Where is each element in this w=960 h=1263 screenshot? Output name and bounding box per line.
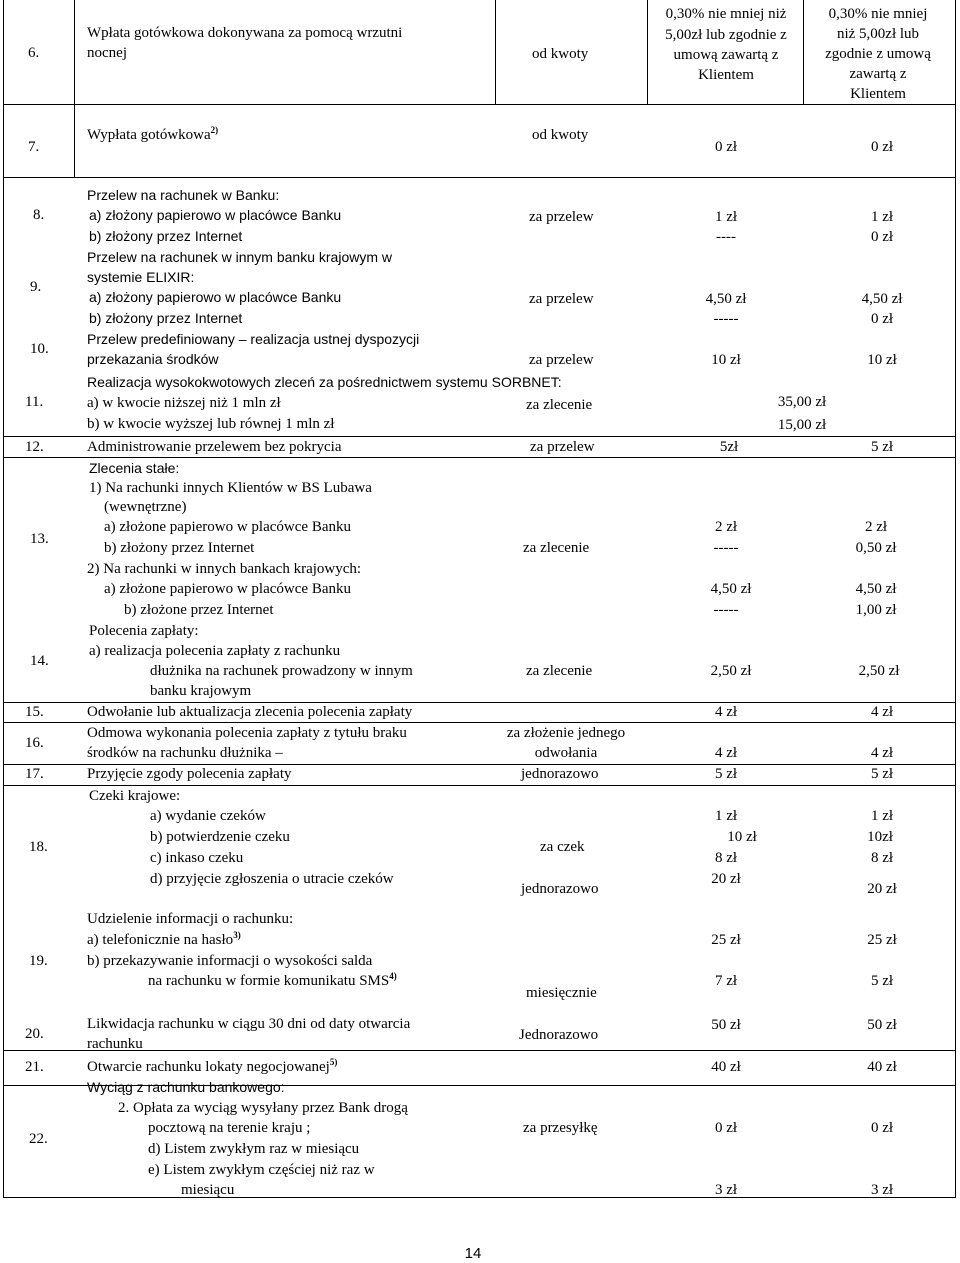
fee-col-a: 2,50 zł [710, 663, 752, 679]
fee-col-b: 10 zł [867, 352, 897, 368]
fee-col-a: 5zł [719, 439, 739, 455]
fee-col-a: 25 zł [711, 932, 741, 948]
row-border [3, 1197, 956, 1198]
row-description: dłużnika na rachunek prowadzony w innym [150, 663, 413, 679]
row-number: 18. [29, 839, 48, 855]
row-description: Wyciąg z rachunku bankowego: [87, 1079, 285, 1095]
row-description: 1) Na rachunki innych Klientów w BS Lubawa [89, 480, 372, 496]
fee-col-a: 4 zł [714, 745, 738, 761]
row-description: miesiącu [181, 1182, 235, 1198]
fee-col-b: 2 zł [864, 519, 888, 535]
row-number: 12. [25, 439, 44, 455]
row-basis: odwołania [534, 745, 598, 761]
row-description: a) w kwocie niższej niż 1 mln zł [87, 395, 281, 411]
table-border-right [955, 0, 956, 1198]
fee-col-b: 0 zł [870, 311, 894, 327]
fee-col-a: 5,00zł lub zgodnie z [665, 27, 787, 43]
fee-col-b: 1,00 zł [855, 602, 897, 618]
fee-col-b: Klientem [850, 86, 906, 102]
row-description: Otwarcie rachunku lokaty negocjowanej$^{5)}$ [87, 1057, 338, 1075]
fee-col-b: 4,50 zł [861, 291, 903, 307]
row-description: a) złożony papierowo w placówce Banku [89, 289, 342, 305]
row-description: Przelew na rachunek w Banku: [87, 187, 280, 203]
row-description: a) złożone papierowo w placówce Banku [104, 581, 351, 597]
fee-col-a: 10 zł [711, 352, 741, 368]
row-border [3, 722, 956, 723]
fee-col-a: 35,00 zł [777, 394, 827, 410]
fee-col-b: 8 zł [870, 850, 894, 866]
fee-col-a: umową zawartą z [673, 47, 779, 63]
row-description: c) inkaso czeku [150, 850, 244, 866]
row-description: e) Listem zwykłym częściej niż raz w [148, 1162, 375, 1178]
row-number: 9. [30, 279, 42, 295]
fee-col-a: 0,30% nie mniej niż [665, 6, 787, 22]
row-description: b) potwierdzenie czeku [150, 829, 290, 845]
fee-col-a: 7 zł [714, 973, 738, 989]
fee-col-a: ---- [716, 229, 736, 245]
row-number: 10. [30, 341, 49, 357]
row-border [3, 785, 956, 786]
fee-col-b: 0,50 zł [855, 540, 897, 556]
row-description: a) telefonicznie na hasło$^{3)}$ [87, 930, 241, 948]
row-basis: jednorazowo [521, 766, 599, 782]
row-description: d) przyjęcie zgłoszenia o utracie czeków [150, 871, 394, 887]
fee-col-a: 10 zł [727, 829, 757, 845]
row-basis: za przesyłkę [523, 1120, 598, 1136]
fee-col-a: 40 zł [711, 1059, 741, 1075]
fee-col-b: 4 zł [870, 704, 894, 720]
fee-col-a: ----- [713, 540, 739, 556]
row-description: a) złożony papierowo w placówce Banku [89, 207, 342, 223]
fee-col-b: 1 zł [870, 209, 894, 225]
row-number: 19. [29, 953, 48, 969]
row-description: przekazania środków [87, 351, 219, 367]
fee-col-b: 50 zł [867, 1017, 897, 1033]
fee-col-a: 2 zł [714, 519, 738, 535]
row-description: na rachunku w formie komunikatu SMS$^{4)}$ [148, 971, 397, 989]
row-description: Zlecenia stałe: [89, 460, 180, 476]
fee-col-a: ----- [713, 602, 739, 618]
row-description: Odwołanie lub aktualizacja zlecenia polecenia zapłaty [87, 704, 413, 720]
row-description: 2. Opłata za wyciąg wysyłany przez Bank drogą [118, 1100, 408, 1116]
row-description: rachunku [87, 1036, 143, 1052]
row-basis: od kwoty [532, 127, 589, 143]
fee-col-a: 4,50 zł [710, 581, 752, 597]
table-border-left [3, 0, 4, 1198]
fee-col-b: 5 zł [870, 439, 894, 455]
row-basis: za przelew [530, 439, 595, 455]
row-description: Likwidacja rachunku w ciągu 30 dni od daty otwarcia [87, 1016, 411, 1032]
fee-col-a: 4 zł [714, 704, 738, 720]
row-number: 22. [29, 1131, 48, 1147]
row-description: Przelew na rachunek w innym banku krajowym w [87, 249, 393, 265]
fee-col-a: 50 zł [711, 1017, 741, 1033]
fee-col-b: 0,30% nie mniej [828, 6, 928, 22]
page-number: 14 [464, 1245, 482, 1262]
row-basis: za zlecenie [526, 663, 593, 679]
row-description: 2) Na rachunki w innych bankach krajowych: [87, 561, 362, 577]
row-description: nocnej [87, 45, 127, 61]
row-basis: za zlecenie [526, 397, 593, 413]
row-description: b) złożony przez Internet [89, 228, 243, 244]
fee-col-a: 1 zł [714, 209, 738, 225]
row-description: b) złożone przez Internet [124, 602, 274, 618]
row-description: d) Listem zwykłym raz w miesiącu [148, 1141, 360, 1157]
column-divider [74, 0, 75, 177]
row-description: b) złożony przez Internet [89, 310, 243, 326]
row-number: 21. [25, 1059, 44, 1075]
row-number: 13. [30, 531, 49, 547]
fee-col-b: 4 zł [870, 745, 894, 761]
fee-col-a: 20 zł [711, 871, 741, 887]
fee-col-b: niż 5,00zł lub [836, 26, 920, 42]
fee-col-b: 20 zł [867, 881, 897, 897]
row-border [3, 1050, 956, 1051]
row-number: 17. [25, 766, 44, 782]
row-description: a) złożone papierowo w placówce Banku [104, 519, 351, 535]
row-description: (wewnętrzne) [104, 499, 187, 515]
row-border [3, 104, 956, 105]
fee-col-a: 3 zł [714, 1182, 738, 1198]
fee-col-b: 1 zł [870, 808, 894, 824]
column-divider [803, 0, 804, 104]
fee-col-b: zgodnie z umową [825, 46, 931, 62]
fee-col-b: 0 zł [870, 139, 894, 155]
row-border [3, 457, 956, 458]
fee-col-b: 10zł [867, 829, 893, 845]
row-description: Przyjęcie zgody polecenia zapłaty [87, 766, 292, 782]
fee-col-b: 5 zł [870, 766, 894, 782]
row-description: banku krajowym [150, 683, 252, 699]
row-number: 8. [33, 207, 45, 223]
fee-col-a: 15,00 zł [777, 417, 827, 433]
row-description: b) w kwocie wyższej lub równej 1 mln zł [87, 416, 335, 432]
row-description: b) przekazywanie informacji o wysokości salda [87, 953, 373, 969]
row-basis: Jednorazowo [519, 1027, 599, 1043]
row-description: Realizacja wysokokwotowych zleceń za pośrednictwem systemu SORBNET: [87, 374, 562, 390]
fee-col-b: zawartą z [849, 66, 907, 82]
fee-col-a: 0 zł [714, 1120, 738, 1136]
row-description: b) złożony przez Internet [104, 540, 255, 556]
fee-col-a: 1 zł [714, 808, 738, 824]
row-description: Wpłata gotówkowa dokonywana za pomocą wrzutni [87, 25, 403, 41]
fee-col-b: 40 zł [867, 1059, 897, 1075]
fee-col-b: 5 zł [870, 973, 894, 989]
row-number: 11. [25, 394, 44, 410]
row-number: 15. [25, 704, 44, 720]
row-description: Odmowa wykonania polecenia zapłaty z tytułu braku [87, 725, 407, 741]
fee-col-a: ----- [713, 311, 739, 327]
fee-col-a: 4,50 zł [705, 291, 747, 307]
row-description: Administrowanie przelewem bez pokrycia [87, 439, 342, 455]
row-basis: za przelew [529, 352, 594, 368]
row-basis: od kwoty [532, 46, 589, 62]
fee-col-a: Klientem [698, 67, 754, 83]
fee-col-b: 0 zł [870, 229, 894, 245]
fee-col-a: 8 zł [714, 850, 738, 866]
row-basis: miesięcznie [526, 985, 597, 1001]
row-basis: za złożenie jednego [506, 725, 626, 741]
row-border [3, 177, 956, 178]
column-divider [647, 0, 648, 104]
row-description: Wypłata gotówkowa$^{2)}$ [87, 125, 219, 143]
row-description: pocztową na terenie kraju ; [148, 1120, 311, 1136]
row-number: 16. [25, 735, 44, 751]
row-description: Polecenia zapłaty: [89, 623, 199, 639]
fee-col-b: 4,50 zł [855, 581, 897, 597]
row-description: Przelew predefiniowany – realizacja ustnej dyspozycji [87, 331, 420, 347]
fee-col-a: 0 zł [714, 139, 738, 155]
row-basis: za czek [540, 839, 585, 855]
row-border [3, 436, 956, 437]
row-basis: za zlecenie [523, 540, 590, 556]
row-description: a) wydanie czeków [150, 808, 266, 824]
row-description: systemie ELIXIR: [87, 269, 195, 285]
row-number: 20. [25, 1026, 44, 1042]
fee-col-b: 0 zł [870, 1120, 894, 1136]
row-description: Czeki krajowe: [89, 788, 181, 804]
column-divider [495, 0, 496, 104]
fee-col-b: 3 zł [870, 1182, 894, 1198]
row-number: 14. [30, 653, 49, 669]
fee-col-b: 25 zł [867, 932, 897, 948]
row-basis: za przelew [529, 291, 594, 307]
row-number: 6. [28, 45, 40, 61]
row-basis: za przelew [529, 209, 594, 225]
row-description: Udzielenie informacji o rachunku: [87, 911, 294, 927]
fee-col-a: 5 zł [714, 766, 738, 782]
row-number: 7. [28, 139, 40, 155]
row-description: środków na rachunku dłużnika – [87, 745, 283, 761]
row-basis: jednorazowo [521, 881, 599, 897]
row-description: a) realizacja polecenia zapłaty z rachunku [89, 643, 341, 659]
fee-col-b: 2,50 zł [858, 663, 900, 679]
